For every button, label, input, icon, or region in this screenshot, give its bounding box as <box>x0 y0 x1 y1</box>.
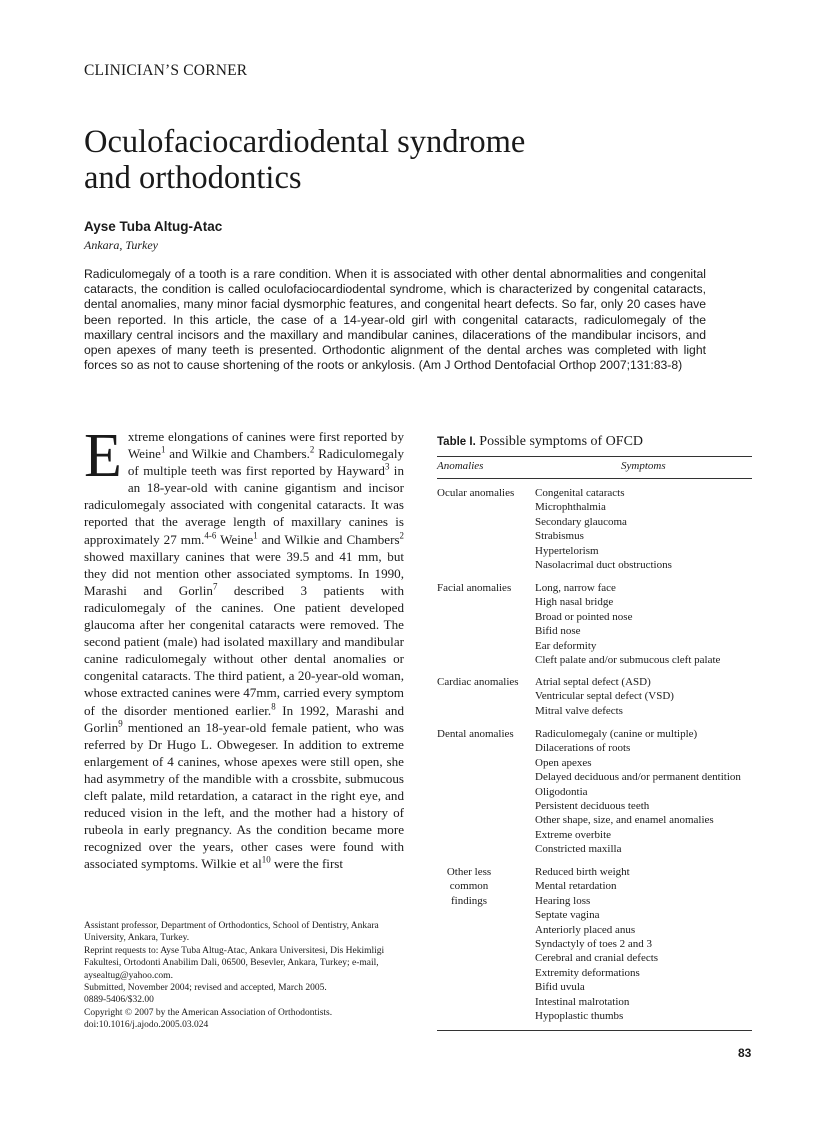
reference-marker: 4-6 <box>204 530 217 541</box>
symptom-item: Constricted maxilla <box>535 843 622 856</box>
symptom-item: Extremity deformations <box>535 966 640 979</box>
footnote-copyright: Copyright © 2007 by the American Association of Orthodontists. <box>84 1007 333 1018</box>
author-name: Ayse Tuba Altug-Atac <box>84 219 223 234</box>
drop-cap: E <box>84 422 122 490</box>
footnote-doi: doi:10.1016/j.ajodo.2005.03.024 <box>84 1020 209 1031</box>
symptom-item: Long, narrow face <box>535 582 616 594</box>
symptom-item: Ear deformity <box>535 639 597 652</box>
column-header-anomalies: Anomalies <box>437 460 484 472</box>
author-affiliation: Ankara, Turkey <box>84 238 158 252</box>
category-ocular: Ocular anomalies <box>437 487 515 499</box>
article-title <box>84 124 724 196</box>
table-caption: Possible symptoms of OFCD <box>479 434 644 449</box>
section-label: CLINICIAN’S CORNER <box>84 62 248 79</box>
symptom-list-other <box>535 865 658 1023</box>
symptom-item: Extreme overbite <box>535 828 612 841</box>
symptom-list-dental <box>535 727 741 857</box>
symptom-item: Hearing loss <box>535 894 591 907</box>
table-bottom-rule <box>437 1030 752 1031</box>
symptom-list-ocular <box>535 486 672 572</box>
symptom-item: Hypoplastic thumbs <box>535 1010 624 1023</box>
footnote-issn: 0889-5406/$32.00 <box>84 995 154 1006</box>
footnotes <box>84 920 404 1032</box>
reference-marker: 8 <box>271 701 276 712</box>
symptom-item: Persistent deciduous teeth <box>535 800 650 813</box>
symptom-item: Broad or pointed nose <box>535 610 633 623</box>
title-line-1: Oculofaciocardiodental syndrome <box>84 124 526 160</box>
symptom-list-cardiac <box>535 675 674 718</box>
symptom-item: Delayed deciduous and/or permanent dentition <box>535 771 741 784</box>
symptom-item: Atrial septal defect (ASD) <box>535 676 651 688</box>
symptom-item: Strabismus <box>535 530 584 543</box>
reference-marker: 2 <box>309 444 315 455</box>
body-text: Extreme elongations of canines were first reported by Weine$^1$ and Wilkie and Chambers.$^2$ Radiculomegaly of multiple teeth was first reported by Hayward$^3$ in an 18-year-old with canine gigantism and incisor radiculomegaly associated with congenital cataracts. It was reported that the average length of maxillary canines is approximately 27 mm.$^{4-6}$ Weine$^1$ and Wilkie and Chambers$^2$ showed maxillary canines that were 39.5 and 41 mm, but they did not mention other associated symptoms. In 1990, Marashi and Gorlin$^7$ described 3 patients with radiculomegaly of the canines. One patient developed glaucoma after her congenital cataracts were removed. The second patient (male) had isolated maxillary and mandibular canine radiculomegaly without other dental anomalies or congenital cataracts. The third patient, a 20-year-old woman, whose extracted canines were 47mm, carried every symptom of the disorder mentioned earlier.$^8$ In 1992, Marashi and Gorlin$^9$ mentioned an 18-year-old female patient, who was referred by Dr Hugo L. Obwegeser. In addition to extreme enlargement of 4 canines, whose apexes were still open, she had asymmetry of the mandible with a crossbite, submucous cleft palate, mild retardation, a cataract in the right eye, and reduced vision in the left, and the mother had a history of rubeola in early pregnancy. As the condition became more recognized over the years, other cases were found with associated symptoms. Wilkie et $al^{10}$ were the first <box>84 422 405 872</box>
symptom-item: Bifid uvula <box>535 981 585 994</box>
symptom-item: Anteriorly placed anus <box>535 923 636 936</box>
symptom-item: Secondary glaucoma <box>535 515 627 528</box>
symptom-item: Syndactyly of toes 2 and 3 <box>535 938 653 951</box>
footnote-affiliation: Assistant professor, Department of Orthodontics, School of Dentistry, Ankara University, Ankara, Turkey. <box>84 921 379 944</box>
symptom-item: Cerebral and cranial defects <box>535 952 659 965</box>
symptom-item: Cleft palate and/or submucous cleft palate <box>535 654 721 667</box>
symptom-item: High nasal bridge <box>535 596 614 609</box>
category-cardiac: Cardiac anomalies <box>437 676 519 688</box>
abstract: Radiculomegaly of a tooth is a rare condition. When it is associated with other dental abnormalities and congenital cataracts, the condition is called oculofaciocardiodental syndrome, which is characterized by congenital cataracts, dental anomalies, many minor facial dysmorphic features, and congenital heart defects. So far, only 20 cases have been reported. In this article, the case of a 14-year-old girl with congenital cataracts, radiculomegaly of the maxillary central incisors and the maxillary and mandibular canines, dilacerations of the mandibular incisors, and open apexes of many teeth is presented. Orthodontic alignment of the dental arches was completed with light forces so as not to cause shortening of the roots or ankylosis. (Am J Orthod Dentofacial Orthop 2007;131:83-8) <box>84 267 706 373</box>
reference-marker: 1 <box>161 444 166 455</box>
symptom-item: Other shape, size, and enamel anomalies <box>535 814 714 827</box>
symptom-item: Mitral valve defects <box>535 704 623 717</box>
symptom-item: Congenital cataracts <box>535 487 625 499</box>
symptom-item: Reduced birth weight <box>535 866 630 878</box>
reference-marker: 3 <box>384 461 390 472</box>
symptom-item: Microphthalmia <box>535 501 606 514</box>
table-header-rule <box>437 478 752 479</box>
symptom-list-facial <box>535 581 720 667</box>
title-line-2: and orthodontics <box>84 160 302 196</box>
symptom-item: Radiculomegaly (canine or multiple) <box>535 728 698 740</box>
table-label: Table I. <box>437 436 476 448</box>
category-dental: Dental anomalies <box>437 728 514 740</box>
symptom-item: Nasolacrimal duct obstructions <box>535 559 672 572</box>
reference-marker: 2 <box>399 530 404 541</box>
symptom-item: Bifid nose <box>535 625 581 638</box>
category-facial: Facial anomalies <box>437 582 512 594</box>
footnote-reprint: Reprint requests to: Ayse Tuba Altug-Atac, Ankara Universitesi, Dis Hekimligi Fakultesi, Ortodonti Anabilim Dali, 06500, Besevler, Ankara, Turkey; e-mail, aysealtug@yahoo.com. <box>84 945 385 981</box>
reference-marker: 1 <box>253 530 258 541</box>
reference-marker: 10 <box>261 854 271 865</box>
symptom-item: Septate vagina <box>535 909 600 922</box>
page-number: 83 <box>738 1046 752 1060</box>
category-other: Other less common findings <box>446 866 492 907</box>
symptom-item: Intestinal malrotation <box>535 995 630 1008</box>
footnote-submitted: Submitted, November 2004; revised and accepted, March 2005. <box>84 983 327 994</box>
reference-marker: 7 <box>212 581 218 592</box>
symptom-item: Open apexes <box>535 756 592 769</box>
table-top-rule <box>437 456 752 457</box>
symptom-item: Ventricular septal defect (VSD) <box>535 690 674 703</box>
table-title <box>437 434 643 450</box>
symptom-item: Mental retardation <box>535 880 617 893</box>
symptom-item: Dilacerations of roots <box>535 742 631 755</box>
symptom-item: Hypertelorism <box>535 544 599 557</box>
column-header-symptoms: Symptoms <box>621 460 666 472</box>
symptom-item: Oligodontia <box>535 785 588 798</box>
reference-marker: 9 <box>118 718 123 729</box>
